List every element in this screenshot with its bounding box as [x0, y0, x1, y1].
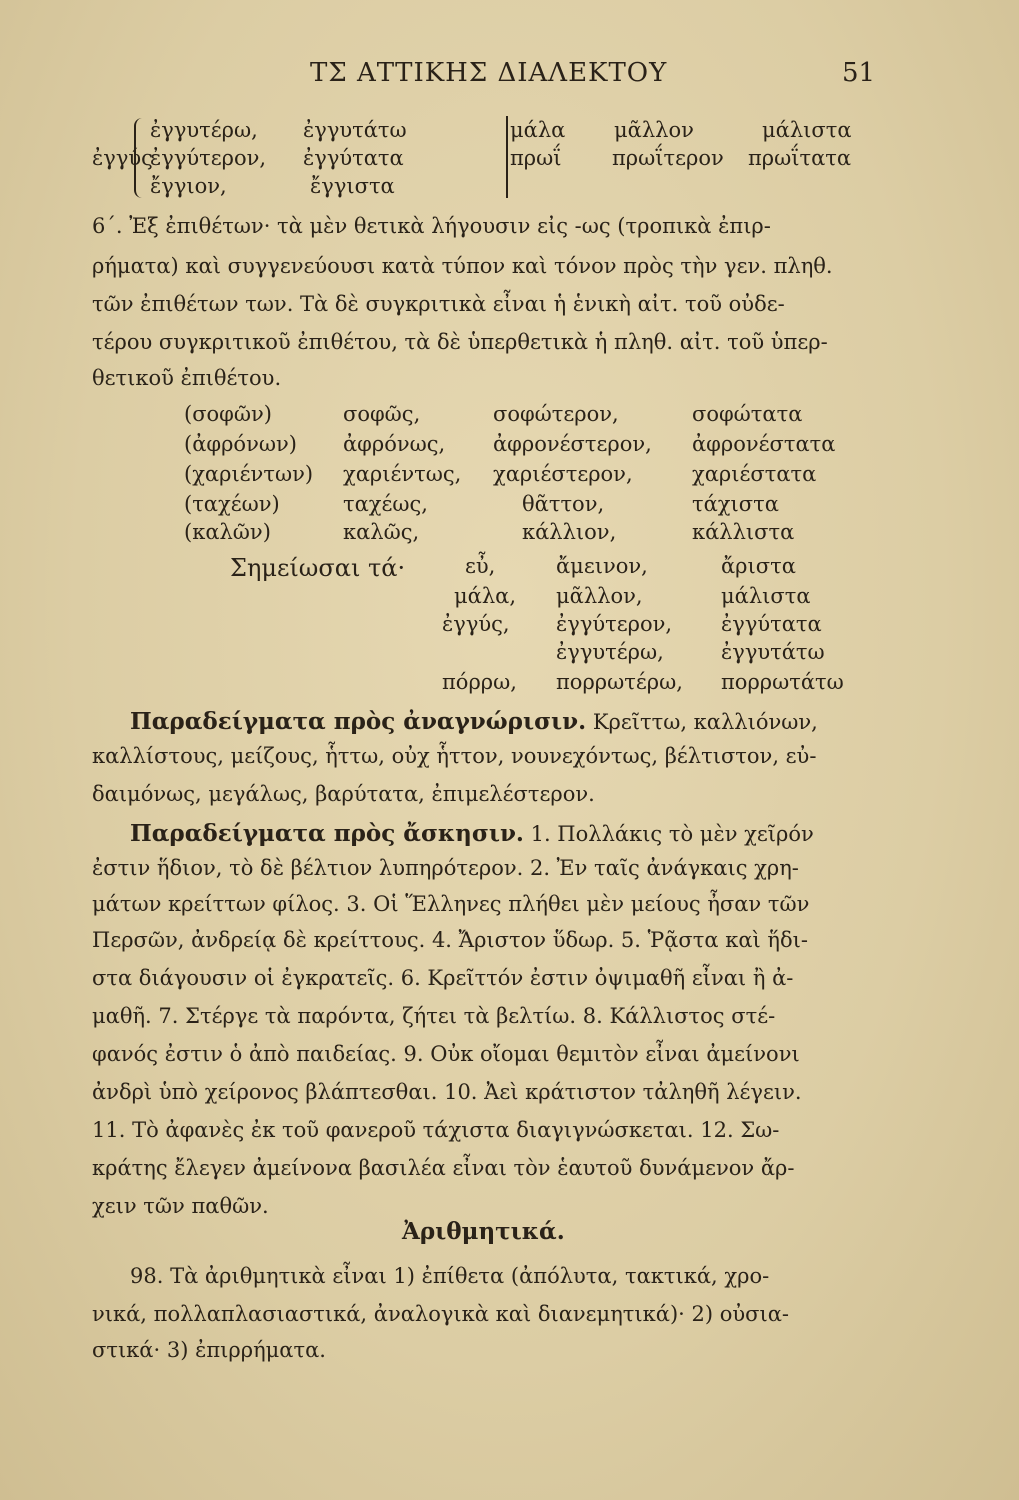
comparison-cell: σοφώτερον,	[493, 402, 619, 426]
page-number: 51	[842, 58, 876, 88]
text-line: μαθῆ. 7. Στέργε τὰ παρόντα, ζήτει τὰ βελτίω. 8. Κάλλιστος στέ-	[92, 1004, 776, 1028]
exercise-heading: Παραδείγματα πρὸς ἄσκησιν.	[130, 820, 524, 847]
comparison-cell: χαριέντως,	[343, 462, 462, 486]
running-title: ΤΣ ΑΤΤΙΚΗΣ ΔΙΑΛΕΚΤΟΥ	[310, 58, 668, 88]
note-cell: πορρωτέρω,	[556, 670, 683, 694]
text-line: χειν τῶν παθῶν.	[92, 1194, 269, 1218]
text-line: τέρου συγκριτικοῦ ἐπιθέτου, τὰ δὲ ὑπερθετικὰ ἡ πληθ. αἰτ. τοῦ ὑπερ-	[92, 330, 828, 354]
eggys-cell: πρωΐτατα	[748, 146, 852, 170]
exercise-first-line	[130, 820, 814, 847]
eggys-cell: πρωΐτερον	[612, 146, 724, 170]
eggys-cell: ἔγγιον,	[150, 174, 227, 198]
note-cell: εὖ,	[465, 554, 496, 578]
eggys-cell: ἔγγιστα	[310, 174, 395, 198]
text-line: 11. Τὸ ἀφανὲς ἐκ τοῦ φανεροῦ τάχιστα διαγιγνώσκεται. 12. Σω-	[92, 1118, 780, 1142]
comparison-cell: (ἀφρόνων)	[184, 432, 297, 456]
comparison-cell: κάλλιστα	[692, 520, 795, 544]
note-cell: πορρωτάτω	[721, 670, 844, 694]
page-header	[0, 58, 1019, 98]
text-line: τῶν ἐπιθέτων των. Τὰ δὲ συγκριτικὰ εἶναι ἡ ἑνικὴ αἰτ. τοῦ οὐδε-	[92, 292, 785, 316]
eggys-cell: ἐγγυτέρω,	[150, 118, 258, 142]
eggys-cell: μᾶλλον	[614, 118, 694, 142]
comparison-cell: (χαριέντων)	[184, 462, 314, 486]
text-line: Περσῶν, ἀνδρείᾳ δὲ κρείττους. 4. Ἄριστον ὕδωρ. 5. Ῥᾷστα καὶ ἥδι-	[92, 928, 808, 952]
text-line: μάτων κρείττων φίλος. 3. Οἱ Ἕλληνες πλήθει μὲν μείους ἦσαν τῶν	[92, 892, 810, 916]
note-cell: μάλιστα	[721, 584, 811, 608]
comparison-cell: (καλῶν)	[184, 520, 271, 544]
text-line: ἐστιν ἥδιον, τὸ δὲ βέλτιον λυπηρότερον. 2. Ἐν ταῖς ἀνάγκαις χρη-	[92, 856, 799, 880]
comparison-cell: ἀφρόνως,	[343, 432, 446, 456]
comparison-cell: ταχέως,	[343, 492, 428, 516]
eggys-cell: ἐγγύτερον,	[150, 146, 267, 170]
eggys-cell: ἐγγύτατα	[303, 146, 404, 170]
table-divider	[506, 116, 508, 198]
recognition-heading: Παραδείγματα πρὸς ἀναγνώρισιν.	[130, 708, 587, 735]
text-line: 1. Πολλάκις τὸ μὲν χεῖρόν	[523, 822, 814, 846]
comparison-cell: (σοφῶν)	[184, 402, 272, 426]
text-line: καλλίστους, μείζους, ἧττω, οὐχ ἧττον, νουνεχόντως, βέλτιστον, εὐ-	[92, 744, 817, 768]
text-line: δαιμόνως, μεγάλως, βαρύτατα, ἐπιμελέστερον.	[92, 782, 595, 806]
comparison-cell: ἀφρονέστατα	[692, 432, 836, 456]
note-cell: πόρρω,	[442, 670, 517, 694]
note-cell: μᾶλλον,	[556, 584, 643, 608]
text-line: 6΄. Ἐξ ἐπιθέτων· τὰ μὲν θετικὰ λήγουσιν εἰς -ως (τροπικὰ ἐπιρ-	[92, 214, 771, 238]
text-line: ἀνδρὶ ὑπὸ χείρονος βλάπτεσθαι. 10. Ἀεὶ κράτιστον τἀληθῆ λέγειν.	[92, 1080, 802, 1104]
section-heading: Ἀριθμητικά.	[402, 1218, 565, 1245]
comparison-cell: κάλλιον,	[522, 520, 617, 544]
comparison-cell: σοφώτατα	[692, 402, 803, 426]
text-line: κράτης ἔλεγεν ἀμείνονα βασιλέα εἶναι τὸν ἑαυτοῦ δυνάμενον ἄρ-	[92, 1156, 795, 1180]
note-cell: ἐγγύτερον,	[556, 612, 673, 636]
comparison-cell: χαριέστατα	[692, 462, 817, 486]
text-line: ρήματα) καὶ συγγενεύουσι κατὰ τύπον καὶ τόνον πρὸς τὴν γεν. πληθ.	[92, 254, 833, 278]
comparison-cell: χαριέστερον,	[493, 462, 633, 486]
note-cell: ἐγγυτάτω	[721, 640, 825, 664]
note-cell: ἐγγυτέρω,	[556, 640, 664, 664]
text-line: Κρεῖττω, καλλιόνων,	[586, 710, 818, 734]
comparison-cell: θᾶττον,	[522, 492, 605, 516]
text-line: στα διάγουσιν οἱ ἐγκρατεῖς. 6. Κρεῖττόν ἐστιν ὀψιμαθῆ εἶναι ἢ ἀ-	[92, 966, 794, 990]
comparison-cell: καλῶς,	[343, 520, 420, 544]
text-line: στικά· 3) ἐπιρρήματα.	[92, 1338, 326, 1362]
eggys-cell: μάλιστα	[762, 118, 852, 142]
text-line: θετικοῦ ἐπιθέτου.	[92, 366, 282, 390]
brace	[134, 118, 148, 198]
note-cell: μάλα,	[454, 584, 516, 608]
note-cell: ἄριστα	[721, 554, 796, 578]
recognition-first-line	[130, 708, 818, 735]
eggys-cell: μάλα	[510, 118, 566, 142]
note-cell: ἐγγύτατα	[721, 612, 822, 636]
text-line: 98. Τὰ ἀριθμητικὰ εἶναι 1) ἐπίθετα (ἀπόλυτα, τακτικά, χρο-	[130, 1264, 770, 1288]
eggys-cell: πρωΐ	[510, 146, 562, 170]
note-label: Σημείωσαι τά·	[230, 554, 406, 582]
eggys-cell: ἐγγυτάτω	[303, 118, 407, 142]
note-cell: ἐγγύς,	[442, 612, 510, 636]
text-line: φανός ἐστιν ὁ ἀπὸ παιδείας. 9. Οὐκ οἴομαι θεμιτὸν εἶναι ἀμείνονι	[92, 1042, 800, 1066]
eggys-label: ἐγγύς	[92, 146, 153, 170]
comparison-cell: (ταχέων)	[184, 492, 280, 516]
comparison-cell: ἀφρονέστερον,	[493, 432, 652, 456]
comparison-cell: σοφῶς,	[343, 402, 421, 426]
comparison-cell: τάχιστα	[692, 492, 779, 516]
text-line: νικά, πολλαπλασιαστικά, ἀναλογικὰ καὶ διανεμητικά)· 2) οὐσια-	[92, 1302, 789, 1326]
note-cell: ἄμεινον,	[556, 554, 648, 578]
